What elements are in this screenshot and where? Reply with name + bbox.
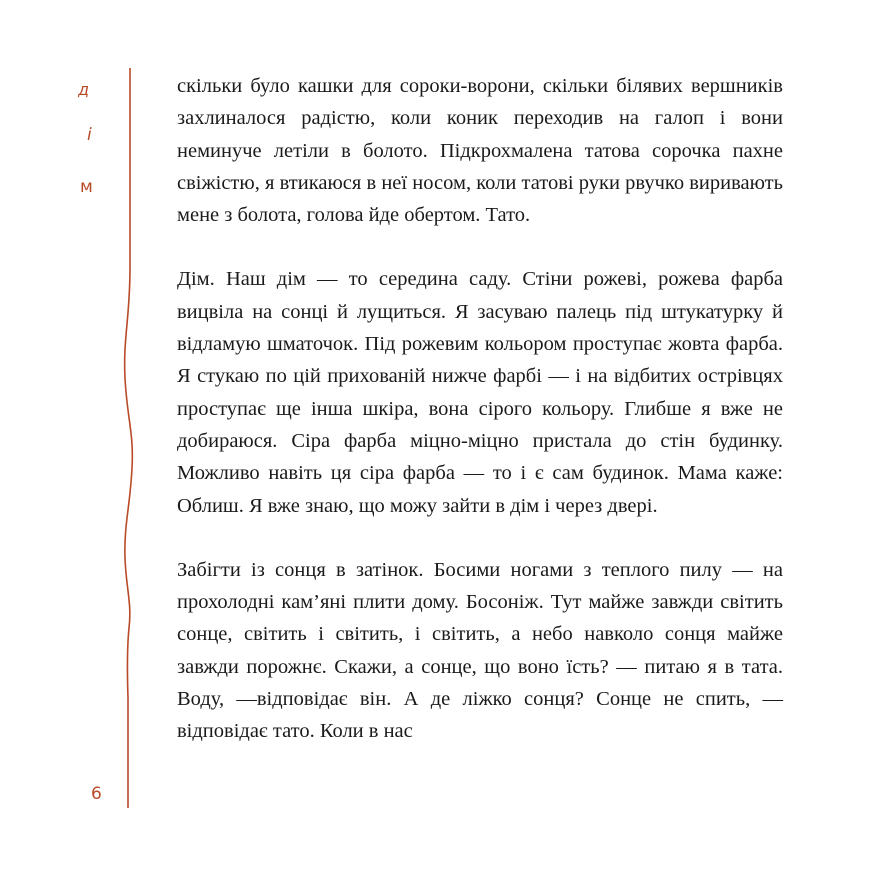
margin-letter-2: і <box>87 125 92 145</box>
paragraph-1: скільки було кашки для сороки-ворони, скільки білявих вершників захлиналося радістю, коли коник переходив на галоп і вони неминуче летіли в болото. Підкрохмалена татова сорочка пахне свіжістю, я втикаюся в неї носом, коли татові руки рвучко виривають мене з болота, голова йде обертом. Тато. <box>177 75 783 227</box>
paragraph-3: Забігти із сонця в затінок. Босими ногами з теплого пилу — на прохолодні кам’яні плити дому. Босоніж. Тут майже завжди світить сонце, світить і світить, і світить, а небо навколо сонця майже завжди порожнє. Скажи, а сонце, що воно їсть? — питаю я в тата. Воду, —відповідає він. А де ліжко сонця? Сонце не спить, — відповідає тато. Коли в нас <box>177 558 783 743</box>
paragraph-2: Дім. Наш дім — то середина саду. Стіни рожеві, рожева фарба вицвіла на сонці й лущиться. Я засуваю палець під штукатурку й відламую шматочок. Під рожевим кольором проступає жовта фарба. Я стукаю по цій прихованій нижче фарбі — і на відбитих острівцях проступає ще інша шкіра, вона сірого кольору. Глибше я вже не добираюся. Сіра фарба міцно-міцно пристала до стін будинку. Можливо навіть ця сіра фарба — то і є сам будинок. Мама каже: Облиш. Я вже знаю, що можу зайти в дім і через двері. <box>177 268 783 517</box>
margin-letter-1: д <box>78 80 90 99</box>
margin-letter-3: м <box>80 177 93 197</box>
page-number: 6 <box>91 784 102 804</box>
body-text <box>177 70 783 748</box>
margin-wavy-line <box>110 68 150 808</box>
